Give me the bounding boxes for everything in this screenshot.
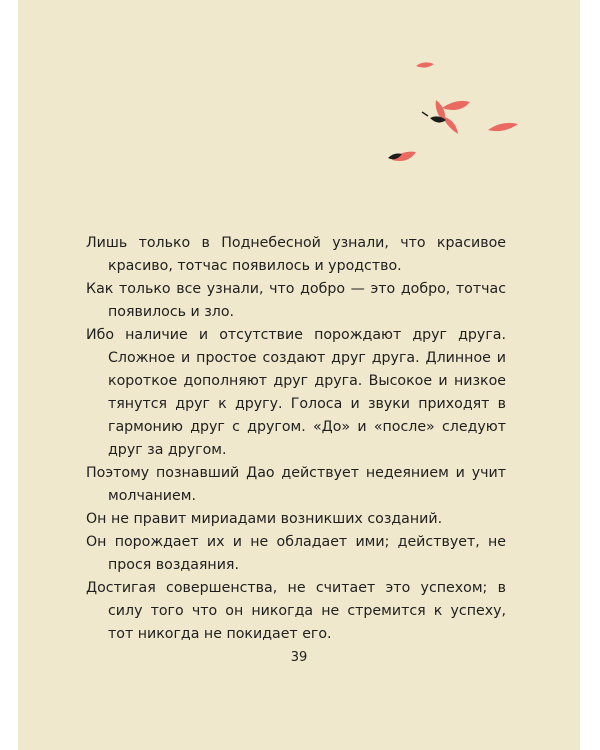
book-page <box>18 0 580 750</box>
main-text <box>86 232 506 646</box>
flower-icon <box>422 100 470 134</box>
falling-petals-illustration <box>18 0 580 220</box>
paragraph: Как только все узнали, что добро — это добро, тотчас появилось и зло. <box>86 281 506 320</box>
paragraph: Он не правит мириадами возникших созданий. <box>86 511 443 527</box>
petal-icon <box>488 123 518 131</box>
page-number: 39 <box>290 650 308 665</box>
petal-icon <box>388 152 416 161</box>
paragraph: Он порождает их и не обладает ими; действует, не прося воздаяния. <box>86 534 506 573</box>
petal-icon <box>416 62 434 67</box>
paragraph: Достигая совершенства, не считает это успехом; в силу того что он никогда не стремится к успеху, тот никогда не покидает его. <box>86 580 506 642</box>
paragraph: Лишь только в Поднебесной узнали, что красивое красиво, тотчас появилось и уродство. <box>86 235 506 274</box>
paragraph: Поэтому познавший Дао действует недеянием и учит молчанием. <box>86 465 506 504</box>
paragraph: Ибо наличие и отсутствие порождают друг друга. Сложное и простое создают друг друга. Длинное и короткое дополняют друг друга. Высокое и низкое тянутся друг к другу. Голоса и звуки приходят в гармонию друг с другом. «До» и «после» следуют друг за другом. <box>86 327 506 458</box>
